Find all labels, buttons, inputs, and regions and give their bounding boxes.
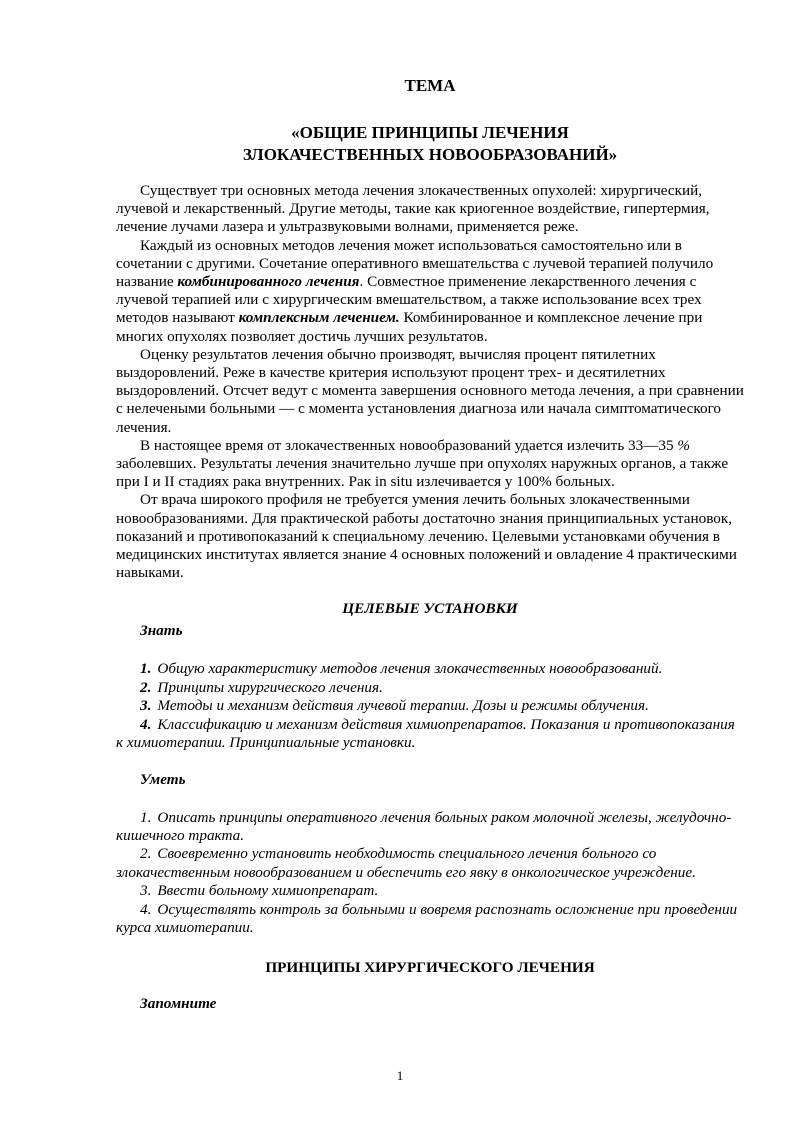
list-item-number: 1. [140,660,152,678]
know-label: Знать [140,622,183,640]
can-label: Уметь [140,770,186,788]
list-item [116,660,744,678]
list-item [116,901,744,938]
remember-label: Запомните [140,995,217,1013]
list-item [116,882,744,900]
list-item-text: Классификацию и механизм действия химиопрепаратов. Показания и противопоказания к химиотерапии. Принципиальные установки. [116,715,735,752]
title-line-1: «ОБЩИЕ ПРИНЦИПЫ ЛЕЧЕНИЯ [291,123,569,142]
list-item-text: Общую характеристику методов лечения злокачественных новообразований. [157,660,663,678]
paragraph-4-text-b: заболевших. Результаты лечения значительно лучше при опухолях наружных органов, а также при I и II стадиях рака внутренних. Рак in situ излечивается у 100% больных. [116,455,729,491]
list-item-text: Описать принципы оперативного лечения больных раком молочной железы, желудочно-кишечного тракта. [116,808,732,844]
list-item-text: Своевременно установить необходимость специального лечения больного со злокачественным новообразованием и обеспечить его явку в онкологическое учреждение. [116,845,696,881]
list-item-number: 3. [140,697,152,715]
percent-sign: % [677,436,691,454]
term-combined-treatment: комбинированного лечения [177,273,360,291]
list-item-number: 4. [140,900,152,918]
know-list [116,660,744,752]
page-content [116,76,744,1013]
goals-heading: ЦЕЛЕВЫЕ УСТАНОВКИ [342,600,518,618]
list-item-text: Принципы хирургического лечения. [157,678,383,696]
list-item-number: 2. [140,678,152,696]
list-item [116,716,744,753]
term-complex-treatment: комплексным лечением. [238,309,400,327]
paragraph-2-text-c: Комбинированное и комплексное лечение при многих опухолях позволяет достичь лучших результатов. [116,309,703,345]
list-item-text: Методы и механизм действия лучевой терапии. Дозы и режимы облучения. [157,697,649,715]
paragraph-5: От врача широкого профиля не требуется умения лечить больных злокачественными новообразованиями. Для практической работы достаточно знания принципиальных установок, показаний и противопоказаний к специальному лечению. Целевыми установками обучения в медицинских институтах является знание 4 основных положений и овладение 4 практическими навыками. [116,491,737,582]
page-number: 1 [396,1068,404,1083]
list-item [116,845,744,882]
list-item [116,679,744,697]
surgery-heading: ПРИНЦИПЫ ХИРУРГИЧЕСКОГО ЛЕЧЕНИЯ [265,959,595,977]
topic-label: ТЕМА [404,76,456,95]
list-item-text: Осуществлять контроль за больными и вовремя распознать осложнение при проведении курса химиотерапии. [116,900,738,936]
list-item [116,809,744,846]
list-item [116,697,744,715]
paragraph-2-text-a: Каждый из основных методов лечения может использоваться самостоятельно или в сочетании с другими. Сочетание оперативного вмешательства с лучевой терапией получило название [116,236,714,291]
list-item-number: 1. [140,808,152,826]
list-item-number: 2. [140,845,152,863]
paragraph-4 [116,437,744,492]
list-item-text: Ввести больному химиопрепарат. [157,882,379,900]
paragraph-3: Оценку результатов лечения обычно производят, вычисляя процент пятилетних выздоровлений. Реже в качестве критерия используют процент трех- и десятилетних выздоровлений. Отсчет ведут с момента завершения основного метода лечения, а при сравнении с нелечеными больными — с момента установления диагноза или начала симптоматического лечения. [116,345,744,436]
list-item-number: 4. [140,715,152,733]
can-list [116,809,744,938]
title-line-2: ЗЛОКАЧЕСТВЕННЫХ НОВООБРАЗОВАНИЙ» [242,145,618,164]
paragraph-4-text-a: В настоящее время от злокачественных новообразований удается излечить 33—35 [140,436,678,454]
paragraph-1: Существует три основных метода лечения злокачественных опухолей: хирургический, лучевой и лекарственный. Другие методы, такие как криогенное воздействие, гипертермия, лечение лучами лазера и ультразвуковыми волнами, применяется реже. [116,182,710,236]
document-title [116,122,744,166]
paragraph-2 [116,237,744,346]
paragraph-2-text-b: . Совместное применение лекарственного лечения с лучевой терапией или с хирургическим вмешательством, а также использование всех трех методов называют [116,273,702,327]
list-item-number: 3. [140,882,152,900]
